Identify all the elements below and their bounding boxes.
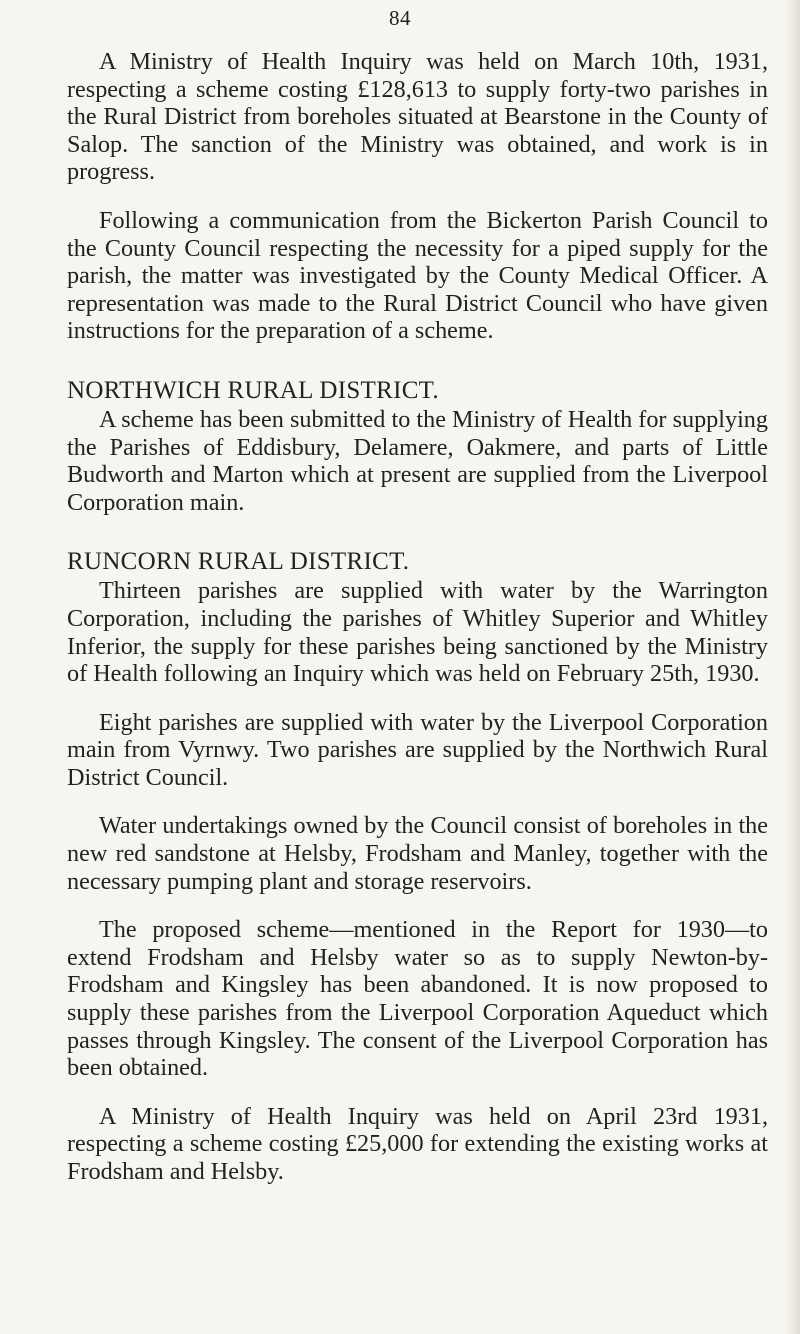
paragraph-warrington: Thirteen parishes are supplied with water by the Warrington Corporation, including the parishes of Whitley Superior and Whitley Inferior, the supply for these parishes being sanctioned by the Ministry of Health following an Inquiry which was held on February 25th, 1930. [67,577,768,688]
paragraph-vyrnwy: Eight parishes are supplied with water by the Liverpool Corporation main from Vyrnwy. Two parishes are supplied by the Northwich Rural District Council. [67,708,768,791]
heading-runcorn: RUNCORN RURAL DISTRICT. [67,548,410,576]
paragraph-northwich-scheme: A scheme has been submitted to the Ministry of Health for supplying the Parishes of Eddisbury, Delamere, Oakmere, and parts of Little Budworth and Marton which at present are supplied from the Liverpool Corporation main. [67,405,768,516]
paragraph-proposed-scheme: The proposed scheme—mentioned in the Report for 1930—to extend Frodsham and Helsby water so as to supply Newton-by-Frodsham and Kingsley has been abandoned. It is now proposed to supply these parishes from the Liverpool Corporation Aqueduct which passes through Kingsley. The consent of the Liverpool Corporation has been obtained. [67,916,768,1082]
paragraph-bearstone-inquiry: A Ministry of Health Inquiry was held on March 10th, 1931, respecting a scheme costing £128,613 to supply forty-two parishes in the Rural District from boreholes situated at Bearstone in the County of Salop. The sanction of the Ministry was obtained, and work is in progress. [67,48,768,186]
paragraph-april-inquiry: A Ministry of Health Inquiry was held on April 23rd 1931, respecting a scheme costing £25,000 for extending the existing works at Frodsham and Helsby. [67,1102,768,1185]
page-edge-shadow [786,0,800,1334]
paragraph-water-undertakings: Water undertakings owned by the Council consist of boreholes in the new red sandstone at Helsby, Frodsham and Manley, together with the necessary pumping plant and storage reservoirs. [67,812,768,895]
body-text [67,48,768,1186]
paragraph-bickerton: Following a communication from the Bickerton Parish Council to the County Council respecting the necessity for a piped supply for the parish, the matter was investigated by the County Medical Officer. A representation was made to the Rural District Council who have given instructions for the preparation of a scheme. [67,206,768,345]
page-number: 84 [389,6,411,30]
heading-northwich: NORTHWICH RURAL DISTRICT. [67,376,439,404]
